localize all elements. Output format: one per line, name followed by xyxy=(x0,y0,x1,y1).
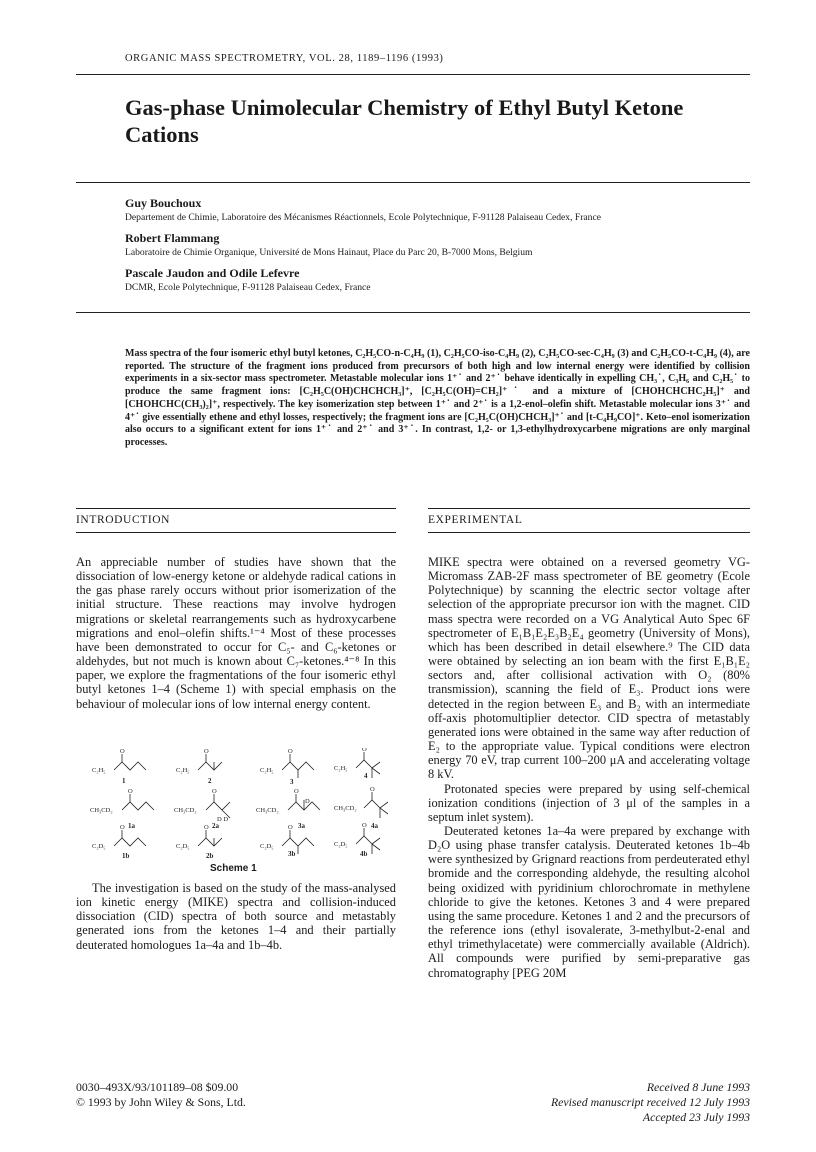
article-title: Gas-phase Unimolecular Chemistry of Ethyl Butyl Ketone Cations xyxy=(125,95,684,147)
oxygen-label: O xyxy=(288,748,293,755)
footer-dates xyxy=(551,1080,750,1125)
compound-label: 1a xyxy=(128,822,135,830)
oxygen-label: O xyxy=(204,748,209,755)
section-rule-top xyxy=(428,508,750,509)
author-entry xyxy=(125,231,745,259)
experimental-text xyxy=(428,555,750,980)
compound-label: 2 xyxy=(208,777,212,785)
section-rule-bottom xyxy=(428,532,750,533)
compound-label: 3b xyxy=(288,850,296,858)
molecule-1b-bonds xyxy=(114,838,146,846)
group-label: C₂D₅ xyxy=(260,843,274,850)
branch-bond xyxy=(380,808,388,814)
group-label: C₂D₅ xyxy=(92,843,106,850)
group-label: C₂D₅ xyxy=(334,841,348,848)
molecule-3b-bonds xyxy=(282,838,314,846)
authors-rule xyxy=(76,312,750,313)
oxygen-label: O xyxy=(128,788,133,795)
molecule-3-bonds xyxy=(282,762,314,770)
oxygen-label: O xyxy=(204,824,209,831)
branch-bond xyxy=(372,762,380,768)
author-block xyxy=(125,196,745,301)
molecule-1a-bonds xyxy=(122,802,154,810)
section-rule-bottom xyxy=(76,532,396,533)
group-label: C₂H₅ xyxy=(92,767,106,774)
group-label: CH₃CD₂ xyxy=(174,807,197,814)
author-affiliation: DCMR, Ecole Polytechnique, F-91128 Palaiseau Cedex, France xyxy=(125,282,371,293)
author-name: Guy Bouchoux xyxy=(125,196,202,210)
molecule-4b-bonds xyxy=(356,836,372,844)
author-entry xyxy=(125,266,745,294)
scheme-caption: Scheme 1 xyxy=(210,863,257,874)
intro-text: The investigation is based on the study of the mass-analysed ion kinetic energy (MIKE) spectra and collision-induced dissociation (CID) spectra of both source and metastably generated ions from the ketones 1–4 and their partially deuterated homologues 1a–4a and 1b–4b. xyxy=(76,881,396,952)
group-label: C₂D₅ xyxy=(176,843,190,850)
branch-bond xyxy=(372,838,380,844)
copyright-notice: © 1993 by John Wiley & Sons, Ltd. xyxy=(76,1095,246,1109)
journal-header: ORGANIC MASS SPECTROMETRY, VOL. 28, 1189–1196 (1993) xyxy=(125,53,444,64)
oxygen-label: O xyxy=(120,824,125,831)
author-affiliation: Laboratoire de Chimie Organique, Université de Mons Hainaut, Place du Parc 20, B-7000 Mons, Belgium xyxy=(125,247,533,258)
branch-bond xyxy=(372,768,380,774)
author-affiliation: Departement de Chimie, Laboratoire des Mécanismes Réactionnels, Ecole Polytechnique, F-91128 Palaiseau Cedex, France xyxy=(125,212,601,223)
intro-paragraph-2 xyxy=(76,881,396,952)
compound-label: 2b xyxy=(206,852,214,858)
oxygen-label: O xyxy=(212,788,217,795)
section-heading-introduction: INTRODUCTION xyxy=(76,514,171,526)
oxygen-label: O xyxy=(362,822,367,829)
oxygen-label: O xyxy=(370,786,375,793)
experimental-paragraph-3: Deuterated ketones 1a–4a were prepared by exchange with D₂O using phase transfer catalysis. Deuterated ketones 1b–4b were synthesized by Grignard reactions from perdeuterated ethyl bromide and the corresponding aldehyde, the resulting alcohol being oxidized with pyridinium chlorochromate in methylene chloride to give the ketones. Ketones 3 and 4 were prepared using the same procedure. Ketones 1 and 2 and the precursors of the reference ions (ethyl isovalerate, 3-methylbut-2-enal and ethyl trimethylacetate) were commercially available (Aldrich). All compounds were purified by semi-preparative gas chromatography [PEG 20M xyxy=(428,823,750,980)
oxygen-label: O xyxy=(362,748,367,753)
author-name: Pascale Jaudon and Odile Lefevre xyxy=(125,266,300,280)
author-name: Robert Flammang xyxy=(125,231,220,245)
abstract: Mass spectra of the four isomeric ethyl butyl ketones, C₂H₅CO-n-C₄H₉ (1), C₂H₅CO-iso-C₄H₉ (2), C₂H₅CO-sec-C₄H₉ (3) and C₂H₅CO-t-C₄H₉ (4), are reported. The structure of the fragment ions produced from precursors of both high and low internal energy were identified by collision experiments in a six-sector mass spectrometer. Metastable molecular ions 1⁺˙ and 2⁺˙ behave identically in expelling CH₃˙, C₃H₆ and C₂H₅˙ to produce the same fragment ions: [C₂H₅C(OH)CHCHCH₃]⁺, [C₂H₅C(OH)=CH₂]⁺˙ and a mixture of [CHOHCHCHC₂H₅]⁺ and [CHOHCHC(CH₃)₂]⁺, respectively. The key isomerization step between 1⁺˙ and 2⁺˙ is a 1,2-enol–olefin shift. Metastable molecular ions 3⁺˙ and 4⁺˙ give essentially ethene and ethyl losses, respectively; the fragment ions are [C₂H₅C(OH)CHCH₃]⁺˙ and [t-C₄H₉CO]⁺. Keto–enol isomerization also occurs to a significant extent for ions 1⁺˙ and 2⁺˙ and 3⁺˙. In contrast, 1,2- or 1,3-ethylhydroxycarbene migrations are only marginal processes. xyxy=(125,348,750,448)
molecule-2b-bonds xyxy=(198,838,222,846)
molecule-4-bonds xyxy=(356,760,372,768)
scheme-1-structures xyxy=(76,748,396,858)
branch-bond xyxy=(372,844,380,850)
experimental-paragraph-2: Protonated species were prepared by using self-chemical ionization conditions (injection of 3 μl of the samples in a septum inlet system). xyxy=(428,781,750,824)
compound-label: 1 xyxy=(122,777,126,785)
revised-date: Revised manuscript received 12 July 1993 xyxy=(550,1095,750,1109)
intro-text: An appreciable number of studies have shown that the dissociation of low-energy ketone or aldehyde radical cations in the gas phase rarely occurs without prior isomerization of the initial structure. These reactions may involve hydrogen migrations or skeletal rearrangements such as hydroxycarbene migrations and enol–olefin shifts.¹⁻⁴ Most of these processes have been demonstrated to occur for C₅- and C₆-ketones or aldehydes, but not much is known about C₇-ketones.⁴⁻⁸ In this paper, we explore the fragmentations of the four isomeric ethyl butyl ketones 1–4 (Scheme 1) with special emphasis on the behaviour of molecular ions of low internal energy content. xyxy=(76,555,396,711)
title-rule xyxy=(76,182,750,183)
group-label: CH₃CD₂ xyxy=(334,805,357,812)
group-label: C₂H₅ xyxy=(334,765,348,772)
compound-label: 1b xyxy=(122,852,130,858)
compound-label: 4b xyxy=(360,850,368,858)
group-label: CH₃CD₂ xyxy=(90,807,113,814)
experimental-paragraph-1: MIKE spectra were obtained on a reversed geometry VG-Micromass ZAB-2F mass spectrometer of BE geometry (Ecole Polytechnique) by scanning the electric sector voltage after selection of the appropriate precursor ion with the magnet. CID mass spectra were recorded on a VG Analytical Auto Spec 6F spectrometer of E₁B₁E₂E₃B₂E₄ geometry (University of Mons), which has been described in detail elsewhere.⁹ The CID data were obtained by selecting an ion beam with the first E₁B₁E₂ sectors and, after collisional activation with O₂ (80% transmission), scanning the field of E₃. Product ions were detected in the region between E₃ and B₂ with an intermediate off-axis photomultiplier detector. CID spectra of metastably generated ions were obtained in the same way after reduction of E₂ to the appropriate value. Typical conditions were electron energy 70 eV, trap current 100–200 μA and accelerating voltage 8 kV. xyxy=(428,555,750,782)
compound-label: 4 xyxy=(364,772,368,780)
author-entry xyxy=(125,196,745,224)
accepted-date: Accepted 23 July 1993 xyxy=(642,1110,750,1124)
group-label: CH₃CD₂ xyxy=(256,807,279,814)
molecule-2-bonds xyxy=(198,762,222,770)
compound-label: 4a xyxy=(371,822,378,830)
deuterium-label: D xyxy=(305,798,310,805)
article-code: 0030–493X/93/101189–08 $09.00 xyxy=(76,1080,239,1094)
intro-paragraph-1 xyxy=(76,555,396,711)
section-rule-top xyxy=(76,508,396,509)
compound-label: 3a xyxy=(298,822,305,830)
oxygen-label: O xyxy=(288,824,293,831)
molecule-1-bonds xyxy=(114,762,146,770)
section-heading-experimental: EXPERIMENTAL xyxy=(428,514,523,526)
deuterium-label: D D xyxy=(217,816,229,823)
molecule-4a-bonds xyxy=(364,800,380,808)
group-label: C₂H₅ xyxy=(260,767,274,774)
compound-label: 2a xyxy=(212,822,219,830)
compound-label: 3 xyxy=(290,778,294,786)
branch-bond xyxy=(380,802,388,808)
oxygen-label: O xyxy=(294,788,299,795)
oxygen-label: O xyxy=(120,748,125,755)
molecule-2a-bonds xyxy=(206,802,230,810)
footer-publisher xyxy=(76,1080,246,1110)
header-rule xyxy=(76,74,750,75)
received-date: Received 8 June 1993 xyxy=(646,1080,750,1094)
group-label: C₂H₅ xyxy=(176,767,190,774)
